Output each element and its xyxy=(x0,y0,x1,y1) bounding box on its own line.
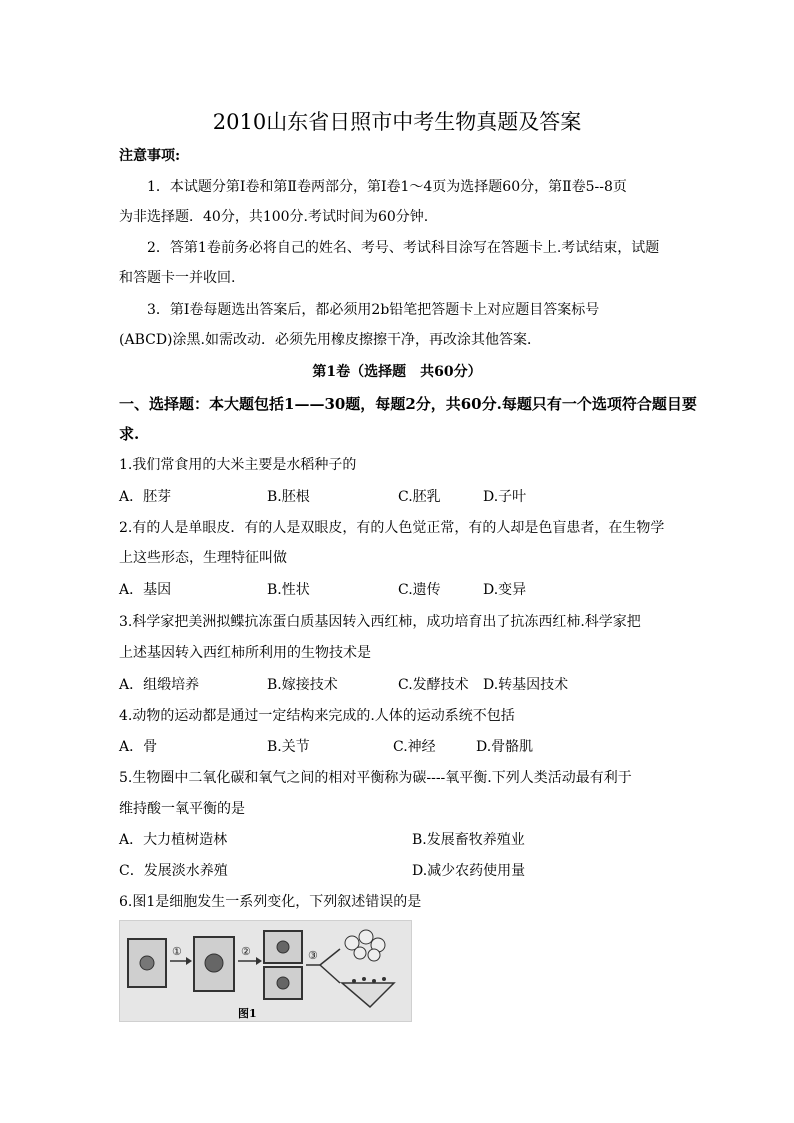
question-5-option-d: D.减少农药使用量 xyxy=(412,863,526,879)
note-1-line-2: 为非选择题．40分，共100分.考试时间为60分钟. xyxy=(119,209,429,225)
notes-heading: 注意事项: xyxy=(119,148,181,164)
question-5-stem-line-1: 5.生物圈中二氧化碳和氧气之间的相对平衡称为碳----氧平衡.下列人类活动最有利于 xyxy=(119,770,632,786)
note-3-line-2: (ABCD)涂黑.如需改动．必须先用橡皮擦擦干净，再改涂其他答案． xyxy=(119,332,541,348)
note-3-line-1: 3．第Ⅰ卷每题选出答案后，都必须用2b铅笔把答题卡上对应题目答案标号 xyxy=(147,302,600,318)
question-3-option-d: D.转基因技术 xyxy=(483,677,569,693)
question-4-option-b: B.关节 xyxy=(267,739,310,755)
cell-diagram xyxy=(120,921,411,1021)
note-1-line-1: 1．本试题分第Ⅰ卷和第Ⅱ卷两部分，第Ⅰ卷1～4页为选择题60分，第Ⅱ卷5--8页 xyxy=(147,179,627,195)
document-title: 2010山东省日照市中考生物真题及答案 xyxy=(212,110,582,134)
step-1-label: ① xyxy=(172,945,182,958)
question-3-option-b: B.嫁接技术 xyxy=(267,677,338,693)
question-2-option-c: C.遗传 xyxy=(398,582,441,598)
question-6-stem: 6.图1是细胞发生一系列变化，下列叙述错误的是 xyxy=(119,894,422,910)
note-2-line-1: 2．答第1卷前务必将自己的姓名、考号、考试科目涂写在答题卡上.考试结束，试题 xyxy=(147,240,660,256)
differentiated-cells-layer xyxy=(342,977,394,1007)
question-1-option-c: C.胚乳 xyxy=(398,489,441,505)
question-1-option-a: A．胚芽 xyxy=(119,489,172,505)
figure-1-cell-division xyxy=(119,920,412,1022)
question-3-stem-line-1: 3.科学家把美洲拟鲽抗冻蛋白质基因转入西红柿，成功培育出了抗冻西红柿.科学家把 xyxy=(119,614,641,630)
question-4-stem: 4.动物的运动都是通过一定结构来完成的.人体的运动系统不包括 xyxy=(119,708,515,724)
question-3-option-c: C.发酵技术 xyxy=(398,677,469,693)
question-4-option-c: C.神经 xyxy=(393,739,436,755)
question-3-option-a: A．组缎培养 xyxy=(119,677,200,693)
question-5-option-b: B.发展畜牧养殖业 xyxy=(412,832,525,848)
question-5-stem-line-2: 维持酸一氧平衡的是 xyxy=(119,801,245,817)
question-2-stem-line-2: 上这些形态，生理特征叫做 xyxy=(119,550,287,566)
question-1-stem: 1.我们常食用的大米主要是水稻种子的 xyxy=(119,457,357,473)
question-1-option-d: D.子叶 xyxy=(483,489,527,505)
question-2-option-d: D.变异 xyxy=(483,582,527,598)
differentiated-cells-cluster xyxy=(345,930,385,961)
cell-2-nucleus xyxy=(205,954,223,972)
section-title: 第1卷（选择题 共60分） xyxy=(312,364,482,380)
question-1-option-b: B.胚根 xyxy=(267,489,310,505)
figure-1-label: 图1 xyxy=(238,1007,257,1020)
note-2-line-2: 和答题卡一并收回. xyxy=(119,270,236,286)
step-2-label: ② xyxy=(241,945,251,958)
question-3-stem-line-2: 上述基因转入西红柿所利用的生物技术是 xyxy=(119,645,371,661)
question-5-option-a: A．大力植树造林 xyxy=(119,832,228,848)
question-4-option-a: A．骨 xyxy=(119,739,158,755)
question-2-option-b: B.性状 xyxy=(267,582,310,598)
section-intro-line-2: 求. xyxy=(119,425,140,443)
question-4-option-d: D.骨骼肌 xyxy=(476,739,534,755)
step-3-label: ③ xyxy=(308,949,318,962)
cell-1-nucleus xyxy=(140,956,154,970)
question-2-stem-line-1: 2.有的人是单眼皮．有的人是双眼皮，有的人色觉正常，有的人却是色盲患者，在生物学 xyxy=(119,520,665,536)
section-intro-line-1: 一、选择题：本大题包括1——30题，每题2分，共60分.每题只有一个选项符合题目要 xyxy=(119,395,697,413)
question-2-option-a: A．基因 xyxy=(119,582,172,598)
question-5-option-c: C．发展淡水养殖 xyxy=(119,863,228,879)
